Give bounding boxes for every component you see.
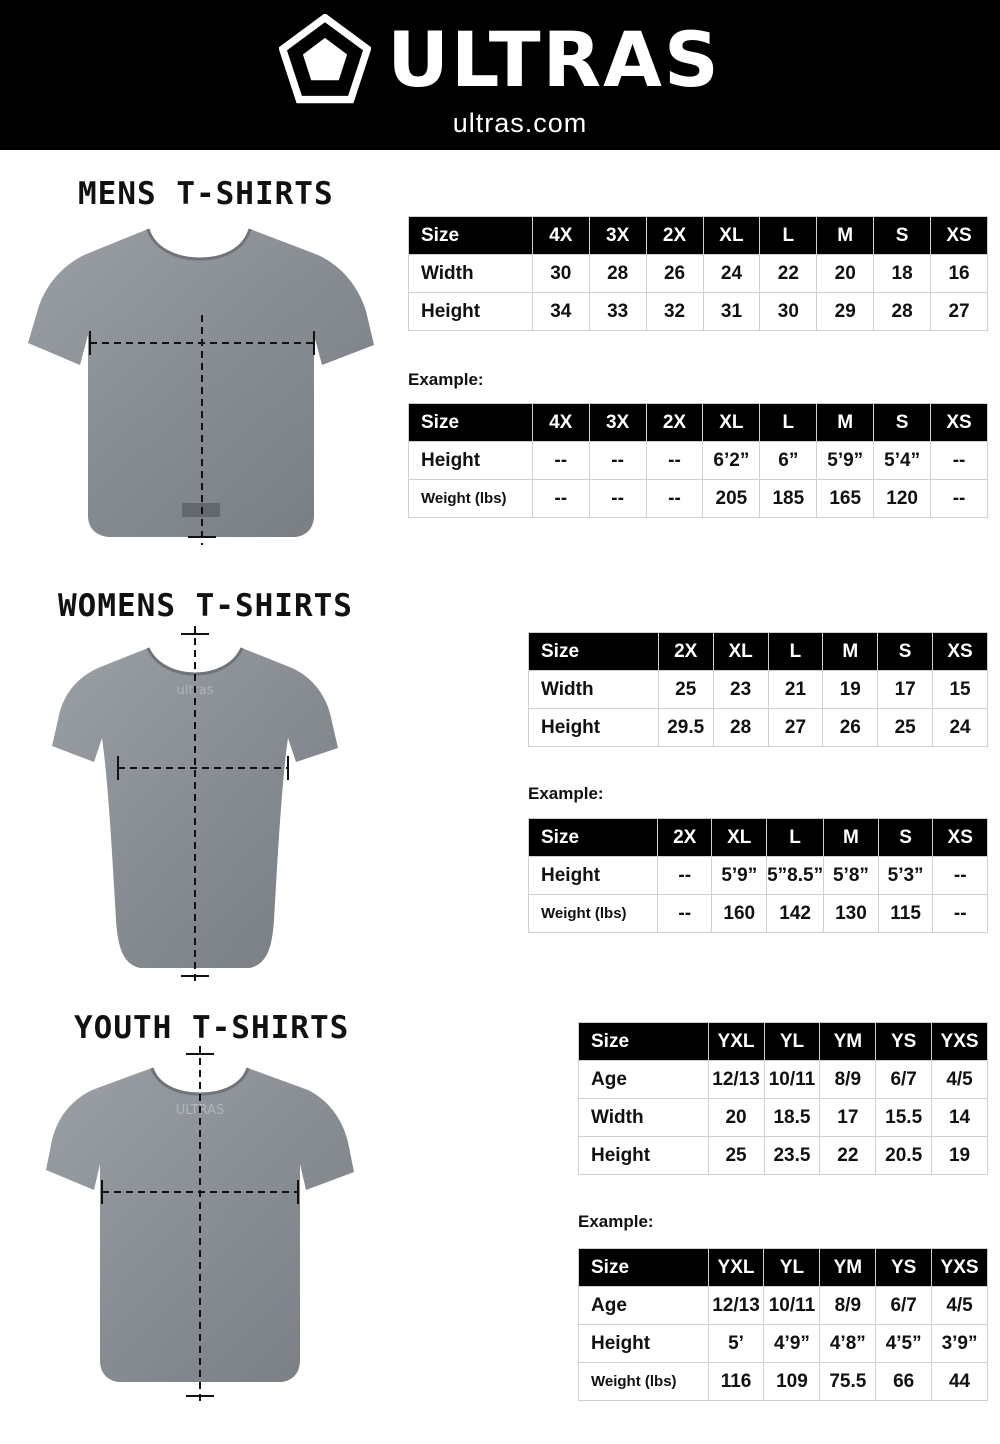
- mens-example-label: Example:: [408, 370, 484, 389]
- svg-text:ultras: ultras: [176, 683, 214, 698]
- section-title-youth: YOUTH T-SHIRTS: [74, 1010, 350, 1046]
- brand-domain: ultras.com: [452, 108, 588, 138]
- youth-example-label: Example:: [578, 1212, 654, 1231]
- youth-tshirt-illustration: [36, 1040, 366, 1410]
- table-row: Height 5’ 4’9” 4’8” 4’5” 3’9”: [579, 1325, 988, 1363]
- mens-tshirt-illustration: [22, 215, 382, 555]
- table-row: Weight (lbs) -- -- -- 205 185 165 120 --: [409, 480, 988, 518]
- womens-example-label: Example:: [528, 784, 604, 803]
- table-row: Height -- -- -- 6’2” 6” 5’9” 5’4” --: [409, 442, 988, 480]
- section-title-womens: WOMENS T-SHIRTS: [58, 588, 353, 624]
- brand-logo: [0, 14, 1000, 139]
- table-row: Width 20 18.5 17 15.5 14: [579, 1099, 988, 1137]
- youth-size-table: [578, 1022, 988, 1175]
- table-header-row: Size 2X XL L M S XS: [529, 633, 988, 671]
- table-row: Width 30 28 26 24 22 20 18 16: [409, 255, 988, 293]
- table-row: Height 29.5 28 27 26 25 24: [529, 709, 988, 747]
- table-row: Width 25 23 21 19 17 15: [529, 671, 988, 709]
- table-header-row: Size 4X 3X 2X XL L M S XS: [409, 404, 988, 442]
- mens-example-table: [408, 403, 988, 518]
- womens-example-table: [528, 818, 988, 933]
- weight-label: Weight (lbs): [541, 905, 627, 922]
- section-title-mens: MENS T-SHIRTS: [78, 176, 334, 212]
- pentagon-logo-icon: [279, 14, 371, 106]
- svg-text:ULTRAS: ULTRAS: [175, 1103, 225, 1118]
- weight-label: Weight (lbs): [591, 1373, 677, 1390]
- table-row: Weight (lbs) -- 160 142 130 115 --: [529, 895, 988, 933]
- table-row: Age 12/13 10/11 8/9 6/7 4/5: [579, 1061, 988, 1099]
- table-header-row: Size 2X XL L M S XS: [529, 819, 988, 857]
- youth-example-table: [578, 1248, 988, 1401]
- table-header-row: Size YXL YL YM YS YXS: [579, 1023, 988, 1061]
- table-header-row: Size 4X 3X 2X XL L M S XS: [409, 217, 988, 255]
- womens-size-table: [528, 632, 988, 747]
- mens-size-table: [408, 216, 988, 331]
- table-row: Weight (lbs) 116 109 75.5 66 44: [579, 1363, 988, 1401]
- table-header-row: Size YXL YL YM YS YXS: [579, 1249, 988, 1287]
- womens-tshirt-illustration: [30, 620, 360, 990]
- table-row: Height 25 23.5 22 20.5 19: [579, 1137, 988, 1175]
- page-header: [0, 0, 1000, 150]
- table-row: Height -- 5’9” 5”8.5” 5’8” 5’3” --: [529, 857, 988, 895]
- table-row: Age 12/13 10/11 8/9 6/7 4/5: [579, 1287, 988, 1325]
- weight-label: Weight (lbs): [421, 490, 507, 507]
- brand-name: ULTRAS: [387, 15, 721, 104]
- table-row: Height 34 33 32 31 30 29 28 27: [409, 293, 988, 331]
